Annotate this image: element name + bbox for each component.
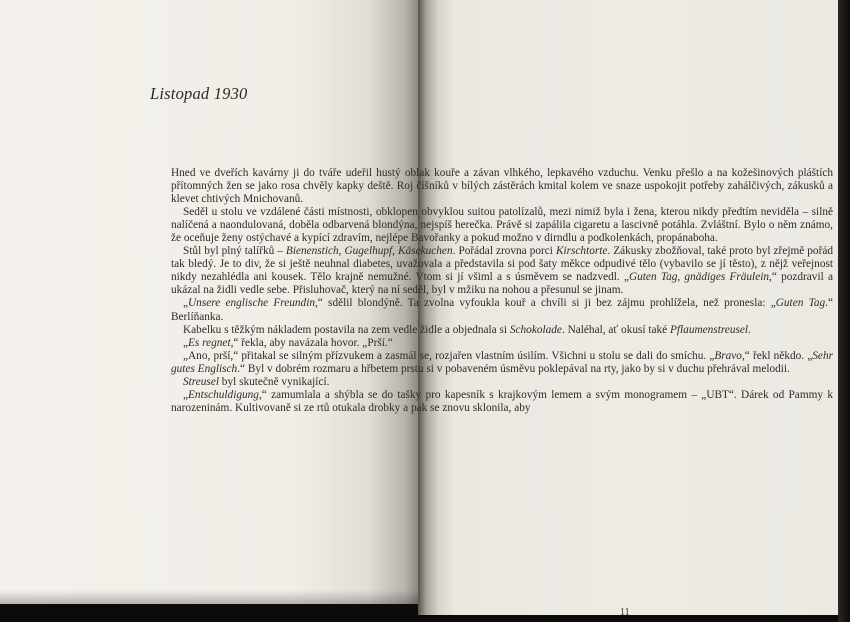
paragraph: Seděl u stolu ve vzdálené části místnosti, obklopen obvyklou suitou patolízalů, mezi nimiž byla i žena, kterou nikdy předtím neviděla – silně nalíčená a naondulovaná, doběla odbarvená blondýna, nejspíš herečka. Právě si zapálila cigaretu a lascivně potáhla. Zvláštní. Bylo o něm známo, že oceňuje ženy ostýchavé a kypící zdravím, nejlépe Bavořanky a pokud možno v dirndlu a podkolenkách, propánaboha. [171,206,833,245]
paragraph: Streusel byl skutečně vynikající. [183,375,330,388]
page-number: 11 [620,607,630,618]
paragraph: „Es regnet,“ řekla, aby navázala hovor. „Prší.“ [183,336,393,349]
paragraph: „Entschuldigung,“ zamumlala a shýbla se do tašky pro kapesník s krajkovým lemem a svým monogramem – „UBT“. Dárek od Pammy k narozeninám. Kultivovaně si ze rtů otukala drobky a pak se znovu sklonila, aby [171,388,833,414]
chapter-title: Listopad 1930 [150,84,248,103]
body-text [171,167,833,415]
paragraph: „Ano, prší,“ přitakal se silným přízvukem a zasmál se, rozjařen vlastním úsilím. Všichni u stolu se dali do smíchu. „Bravo,“ řekl někdo. „Sehr gutes Englisch.“ Byl v dobrém rozmaru a hřbetem prstu si v pobaveném úsměvu poklepával na rty, jako by si v duchu přehrával melodii. [171,349,833,375]
paragraph: Hned ve dveřích kavárny ji do tváře udeřil hustý oblak kouře a závan vlhkého, lepkavého vzduchu. Venku přešlo a na kožešinových pláštích přítomných žen se jako rosa chvěly kapky deště. Roj číšníků v bílých zástěrách kmital kolem ve snaze uspokojit potřeby zahálčivých, zákusků a klevet chtivých Mnichovanů. [171,167,833,206]
paragraph: Stůl byl plný talířků – Bienenstich, Gugelhupf, Käsekuchen. Pořádal zrovna porci Kirschtorte. Zákusky zbožňoval, také proto byl zřejmě pořád tak bledý. Je to div, že si ještě neuhnal diabetes, uvažovala a představila si pod šaty měkce odpudivé tělo (vybavilo se jí těsto), z nějž veřejnost nikdy nezahlédla ani kousek. Tělo krajně nemužné. Vtom si jí všiml a s úsměvem se nadzvedl. „Guten Tag, gnädiges Fräulein,“ pozdravil a ukázal na židli vedle sebe. Přisluhovač, který na ní seděl, byl v mžiku na nohou a přesunul se jinam. [171,245,834,297]
paragraph: Kabelku s těžkým nákladem postavila na zem vedle židle a objednala si Schokolade. Naléhal, ať okusí také Pflaumenstreusel. [183,323,751,336]
paragraph: „Unsere englische Freundin,“ sdělil blondýně. Ta zvolna vyfoukla kouř a chvíli si ji bez zájmu prohlížela, než pronesla: „Guten Tag.“ Berlíňanka. [171,297,833,323]
page-edge-shadow [838,0,850,622]
